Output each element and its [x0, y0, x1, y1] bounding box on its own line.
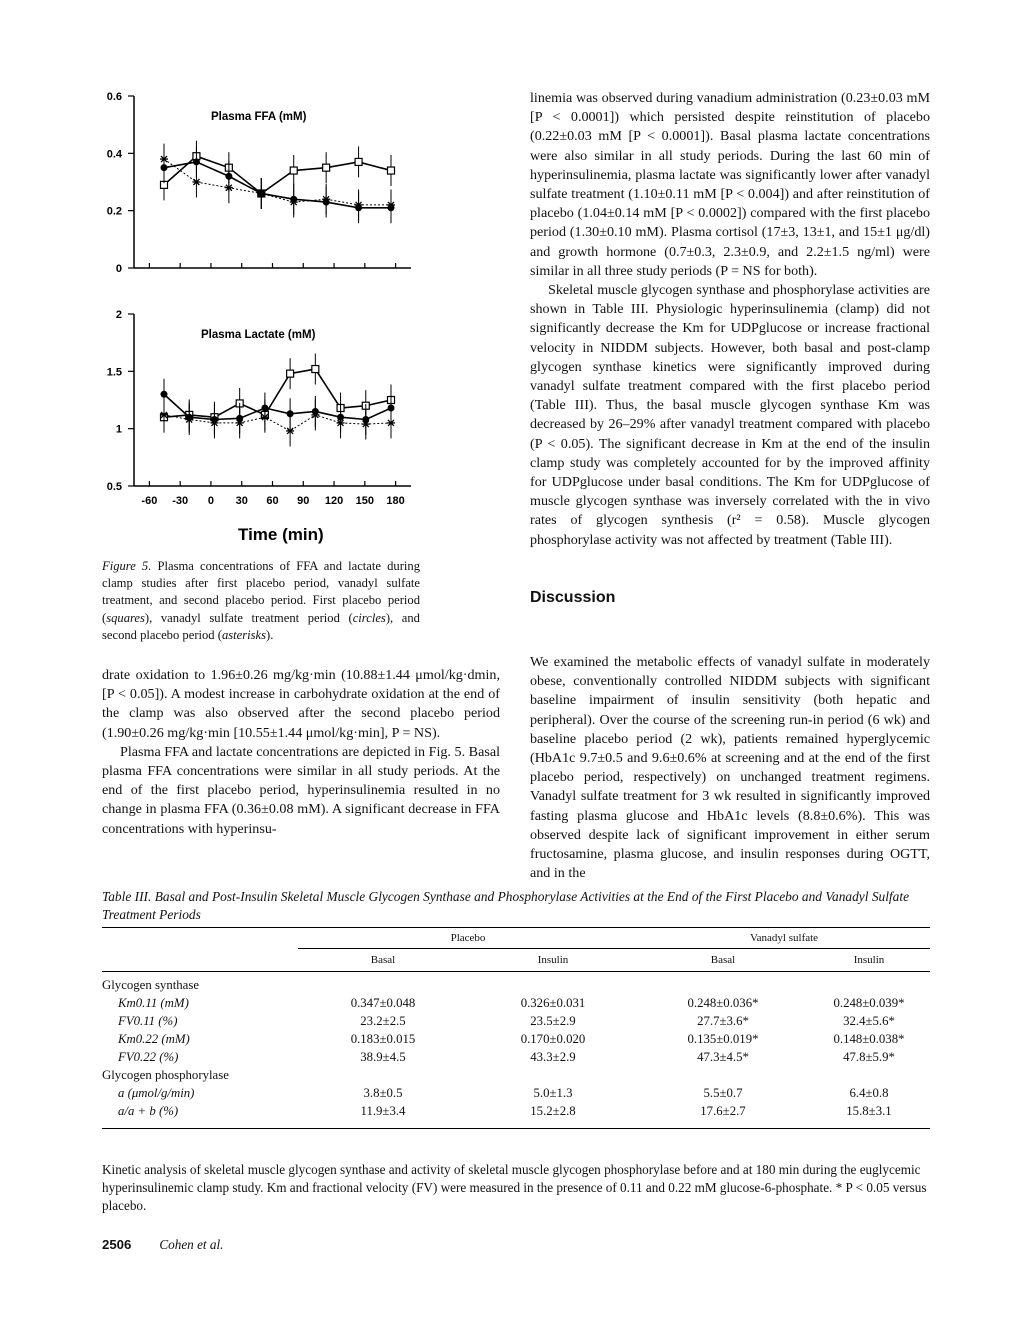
row-label: Glycogen synthase	[102, 977, 200, 992]
y-tick-label: 0.6	[106, 91, 122, 103]
table-cell: 0.183±0.015	[350, 1031, 416, 1046]
table-cell: 3.8±0.5	[363, 1085, 403, 1100]
group-header-placebo: Placebo	[298, 928, 638, 949]
table-row	[102, 1084, 930, 1102]
left-column	[102, 666, 500, 839]
y-tick-label: 0.4	[106, 148, 122, 161]
table-cell: 0.248±0.039*	[833, 995, 905, 1010]
table-row	[102, 1012, 930, 1030]
table-cell	[638, 972, 808, 995]
row-label: FV0.11 (%)	[118, 1013, 178, 1028]
table-cell	[808, 1066, 930, 1084]
left-paragraph-2: Plasma FFA and lactate concentrations are depicted in Fig. 5. Basal plasma FFA concentrations were similar in all study periods. At the end of the first placebo period, hyperinsulinemia resulted in no change in plasma FFA (0.36±0.08 mM). A significant decrease in FFA concentrations with hyperinsu-	[102, 743, 500, 837]
lactate-panel	[107, 309, 411, 544]
table-cell: 32.4±5.6*	[843, 1013, 895, 1028]
figure-caption-circles: circles	[352, 610, 386, 625]
discussion-body	[530, 653, 930, 883]
discussion-heading: Discussion	[530, 589, 616, 606]
table-cell: 47.8±5.9*	[843, 1049, 895, 1064]
table-cell	[808, 972, 930, 995]
table-row	[102, 972, 930, 995]
figure-caption-text-3: ), and second placebo period (	[102, 610, 420, 642]
right-paragraph-3: We examined the metabolic effects of vanadyl sulfate in moderately obese, conventionally controlled NIDDM subjects with significant baseline impairment of insulin sensitivity (both hepatic and peripheral). Over the course of the screening run-in period (6 wk) and baseline placebo period (2 wk), patients remained hyperglycemic (HbA1c 9.7±0.5 and 9.6±0.6% at screening and at the end of the first placebo period, respectively) on unchanged treatment regimens. Vanadyl sulfate treatment for 3 wk resulted in significantly improved fasting plasma glucose and HbA1c levels (8.8±0.6%). This was observed despite lack of significant improvement in either serum fructosamine, plasma glucose, and insulin responses during OGTT, and in the	[530, 654, 930, 882]
table-cell: 23.5±2.9	[530, 1013, 576, 1028]
y-tick-label: 1.5	[106, 366, 122, 379]
table-cell: 43.3±2.9	[530, 1049, 576, 1064]
table-row	[102, 1066, 930, 1084]
x-tick-label: 60	[266, 495, 279, 507]
row-label: a (μmol/g/min)	[118, 1085, 195, 1100]
figure-5-chart	[86, 86, 426, 556]
table-cell	[298, 1066, 468, 1084]
page-number: 2506	[102, 1237, 132, 1252]
group-header-vanadyl: Vanadyl sulfate	[638, 928, 930, 949]
figure-caption-text-2: ), vanadyl sulfate treatment period (	[144, 610, 353, 625]
series-line-circle	[164, 162, 391, 208]
row-label: FV0.22 (%)	[118, 1049, 179, 1064]
table-cell: 5.5±0.7	[703, 1085, 743, 1100]
left-paragraph-1: drate oxidation to 1.96±0.26 mg/kg·min (10.88±1.44 μmol/kg·dmin, [P < 0.05]). A modest increase in carbohydrate oxidation at the end of the clamp was also observed after the second placebo period (1.90±0.26 mg/kg·min [10.55±1.44 μmol/kg·min], P = NS).	[102, 667, 500, 741]
table-cell: 0.248±0.036*	[687, 995, 759, 1010]
table-cell	[468, 1066, 638, 1084]
figure-caption-label: Figure 5.	[102, 559, 152, 573]
table-row	[102, 1102, 930, 1129]
table-cell: 0.326±0.031	[520, 995, 586, 1010]
table-iii-grid	[102, 927, 930, 1130]
table-cell: 0.347±0.048	[350, 995, 416, 1010]
row-label: a/a + b (%)	[118, 1103, 179, 1118]
y-tick-label: 1	[115, 423, 122, 436]
x-tick-label: 0	[207, 495, 215, 507]
data-point-square	[287, 370, 294, 377]
table-cell: 0.135±0.019*	[687, 1031, 759, 1046]
x-tick-label: 90	[297, 495, 310, 507]
ffa-title: Plasma FFA (mM)	[211, 111, 307, 123]
table-cell	[298, 972, 468, 995]
table-caption: Table III. Basal and Post-Insulin Skeletal Muscle Glycogen Synthase and Phosphorylase Activities at the End of the First Placebo and Vanadyl Sulfate Treatment Periods	[102, 889, 910, 922]
table-cell: 15.2±2.8	[530, 1103, 576, 1118]
table-cell	[638, 1066, 808, 1084]
col-header-vanadyl-basal: Basal	[638, 949, 808, 972]
col-header-vanadyl-insulin: Insulin	[808, 949, 930, 972]
row-label: Km0.11 (mM)	[118, 995, 189, 1010]
row-label: Glycogen phosphorylase	[102, 1067, 229, 1082]
figure-caption-asterisks: asterisks	[221, 627, 267, 642]
x-tick-label: -60	[141, 495, 158, 507]
figure-caption-text-4: ).	[266, 627, 274, 642]
table-row	[102, 1030, 930, 1048]
table-cell: 38.9±4.5	[360, 1049, 406, 1064]
table-cell: 6.4±0.8	[849, 1085, 889, 1100]
figure-caption-text-1: Plasma concentrations of FFA and lactate during clamp studies after first placebo period, vanadyl sulfate treatment, and second placebo period. First placebo period (	[102, 559, 420, 625]
running-authors: Cohen et al.	[159, 1237, 224, 1252]
x-tick-label: 150	[355, 495, 375, 507]
table-cell: 0.170±0.020	[520, 1031, 586, 1046]
data-point-square	[355, 158, 362, 165]
table-iii	[102, 927, 930, 1151]
col-header-placebo-insulin: Insulin	[468, 949, 638, 972]
data-point-square	[388, 167, 395, 174]
figure-5	[86, 86, 426, 556]
table-row	[102, 1048, 930, 1066]
y-tick-label: 0.2	[106, 205, 122, 218]
x-tick-label: 30	[235, 495, 248, 507]
table-cell	[468, 972, 638, 995]
data-point-square	[290, 167, 297, 174]
y-tick-label: 0.5	[106, 481, 122, 493]
row-label: Km0.22 (mM)	[118, 1031, 190, 1046]
data-point-circle	[193, 158, 200, 165]
y-tick-label: 2	[115, 309, 122, 321]
x-tick-label: 180	[386, 495, 405, 507]
lactate-title: Plasma Lactate (mM)	[201, 329, 316, 341]
x-axis-label: Time (min)	[238, 525, 324, 544]
table-cell: 11.9±3.4	[360, 1103, 406, 1118]
table-cell: 17.6±2.7	[700, 1103, 746, 1118]
table-cell: 5.0±1.3	[533, 1085, 573, 1100]
table-cell: 23.2±2.5	[360, 1013, 406, 1028]
data-point-square	[312, 366, 319, 373]
table-note: Kinetic analysis of skeletal muscle glycogen synthase and activity of skeletal muscle glycogen phosphorylase before and at 180 min during the euglycemic hyperinsulinemic clamp study. Km and fractional velocity (FV) were measured in the presence of 0.11 and 0.22 mM glucose-6-phosphate. * P < 0.05 versus placebo.	[102, 1162, 927, 1213]
col-header-placebo-basal: Basal	[298, 949, 468, 972]
data-point-circle	[161, 391, 168, 398]
series-line-square	[164, 369, 391, 417]
figure-caption-squares: squares	[106, 610, 145, 625]
right-column	[530, 89, 930, 550]
table-cell: 27.7±3.6*	[697, 1013, 749, 1028]
x-tick-label: 120	[324, 495, 344, 507]
figure-caption	[102, 558, 420, 644]
ffa-panel	[107, 91, 411, 275]
table-cell: 0.148±0.038*	[833, 1031, 905, 1046]
table-cell: 47.3±4.5*	[697, 1049, 749, 1064]
right-paragraph-1: linemia was observed during vanadium administration (0.23±0.03 mM [P < 0.0001]) which persisted despite reinstitution of placebo (0.22±0.03 mM [P < 0.0001]). Basal plasma lactate concentrations were also similar in all study periods. During the last 60 min of hyperinsulinemia, plasma lactate was significantly lower after vanadyl sulfate treatment (1.10±0.11 mM [P < 0.004]) and after reinstitution of placebo (1.04±0.14 mM [P < 0.0002]) compared with the first placebo period (1.30±0.10 mM). Plasma cortisol (17±3, 13±1, and 15±1 μg/dl) and growth hormone (0.7±0.3, 2.3±0.9, and 2.2±1.5 ng/ml) were similar in all three study periods (P = NS for both).	[530, 90, 930, 279]
y-tick-label: 0	[115, 263, 122, 275]
data-point-square	[323, 164, 330, 171]
page-footer	[102, 1237, 223, 1253]
right-paragraph-2: Skeletal muscle glycogen synthase and phosphorylase activities are shown in Table III. Physiologic hyperinsulinemia (clamp) did not significantly decrease the Km for UDPglucose or increase fractional velocity in NIDDM subjects. However, both basal and post-clamp glycogen synthase kinetics were significantly improved during vanadyl sulfate treatment compared with the first placebo period (Table III). Thus, the basal muscle glycogen synthase Km was decreased by 26–29% after vanadyl treatment compared with placebo (P < 0.05). The significant decrease in Km at the end of the insulin clamp study was completely accounted for by the improved affinity for UDPglucose under basal conditions. The Km for UDPglucose of muscle glycogen synthase was inversely correlated with the in vivo rates of glycogen synthesis (r² = 0.58). Muscle glycogen phosphorylase activity was not affected by treatment (Table III).	[530, 282, 930, 548]
x-tick-label: -30	[172, 495, 189, 507]
table-cell: 15.8±3.1	[846, 1103, 892, 1118]
table-row	[102, 994, 930, 1012]
